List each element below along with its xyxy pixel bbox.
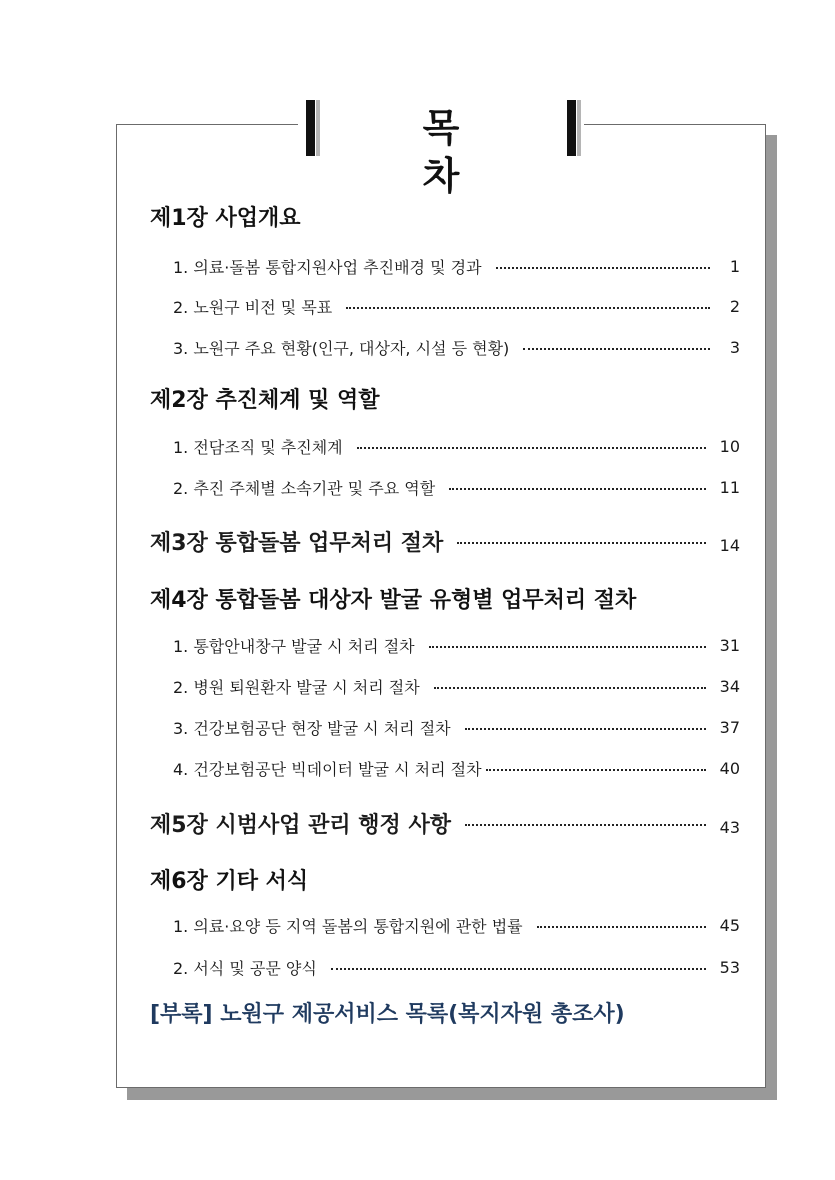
toc-entry[interactable]: [173, 910, 740, 940]
entry-label: 2. 노원구 비전 및 목표: [173, 297, 333, 317]
chapter-6-title[interactable]: 제6장 기타 서식: [150, 869, 309, 894]
chapter-5-entry[interactable]: [150, 808, 740, 838]
entry-label: 1. 전담조직 및 추진체계: [173, 437, 343, 457]
entry-label: 1. 통합안내창구 발굴 시 처리 절차: [173, 636, 415, 656]
entry-page: 31: [719, 635, 740, 655]
leader-dots: [465, 728, 706, 730]
leader-dots: [523, 348, 710, 350]
toc-entry[interactable]: [173, 952, 740, 982]
entry-page: 11: [719, 477, 740, 497]
toc-entry[interactable]: [173, 291, 740, 321]
leader-dots: [496, 267, 710, 269]
toc-entry[interactable]: [173, 671, 740, 701]
leader-dots: [357, 447, 706, 449]
appendix-title[interactable]: [부록] 노원구 제공서비스 목록(복지자원 총조사): [150, 1002, 625, 1027]
chapter-5-title: 제5장 시범사업 관리 행정 사항: [150, 812, 451, 838]
chapter-3-entry[interactable]: [150, 526, 740, 556]
entry-label: 1. 의료·돌봄 통합지원사업 추진배경 및 경과: [173, 257, 482, 277]
chapter-4-title[interactable]: 제4장 통합돌봄 대상자 발굴 유형별 업무처리 절차: [150, 588, 637, 613]
chapter-1-title[interactable]: 제1장 사업개요: [150, 206, 301, 231]
entry-page: 10: [719, 436, 740, 456]
page-title: 목 차: [422, 106, 518, 198]
title-right-bar: [567, 100, 576, 156]
leader-dots: [434, 687, 706, 689]
entry-label: 2. 병원 퇴원환자 발굴 시 처리 절차: [173, 677, 420, 697]
entry-label: 2. 서식 및 공문 양식: [173, 958, 317, 978]
toc-entry[interactable]: [173, 712, 740, 742]
entry-page: 3: [729, 337, 740, 357]
toc-entry[interactable]: [173, 753, 740, 783]
entry-page: 43: [719, 817, 740, 837]
chapter-3-title: 제3장 통합돌봄 업무처리 절차: [150, 530, 444, 556]
entry-page: 53: [719, 957, 740, 977]
entry-page: 14: [719, 535, 740, 555]
entry-label: 4. 건강보험공단 빅데이터 발굴 시 처리 절차: [173, 759, 482, 779]
entry-page: 2: [729, 296, 740, 316]
toc-entry[interactable]: [173, 332, 740, 362]
entry-page: 34: [719, 676, 740, 696]
chapter-2-title[interactable]: 제2장 추진체계 및 역할: [150, 388, 380, 413]
toc-entry[interactable]: [173, 630, 740, 660]
leader-dots: [331, 968, 706, 970]
leader-dots: [465, 824, 706, 826]
entry-label: 3. 건강보험공단 현장 발굴 시 처리 절차: [173, 718, 451, 738]
entry-page: 1: [729, 256, 740, 276]
leader-dots: [537, 926, 706, 928]
leader-dots: [449, 488, 705, 490]
leader-dots: [346, 307, 710, 309]
leader-dots: [429, 646, 706, 648]
entry-page: 37: [719, 717, 740, 737]
entry-label: 1. 의료·요양 등 지역 돌봄의 통합지원에 관한 법률: [173, 916, 523, 936]
entry-label: 3. 노원구 주요 현황(인구, 대상자, 시설 등 현황): [173, 338, 510, 358]
entry-page: 45: [719, 915, 740, 935]
toc-entry[interactable]: [173, 472, 740, 502]
entry-page: 40: [719, 758, 740, 778]
leader-dots: [486, 769, 706, 771]
leader-dots: [457, 542, 705, 544]
entry-label: 2. 추진 주체별 소속기관 및 주요 역할: [173, 478, 436, 498]
toc-entry[interactable]: [173, 431, 740, 461]
title-box: [298, 96, 584, 198]
toc-entry[interactable]: [173, 251, 740, 281]
